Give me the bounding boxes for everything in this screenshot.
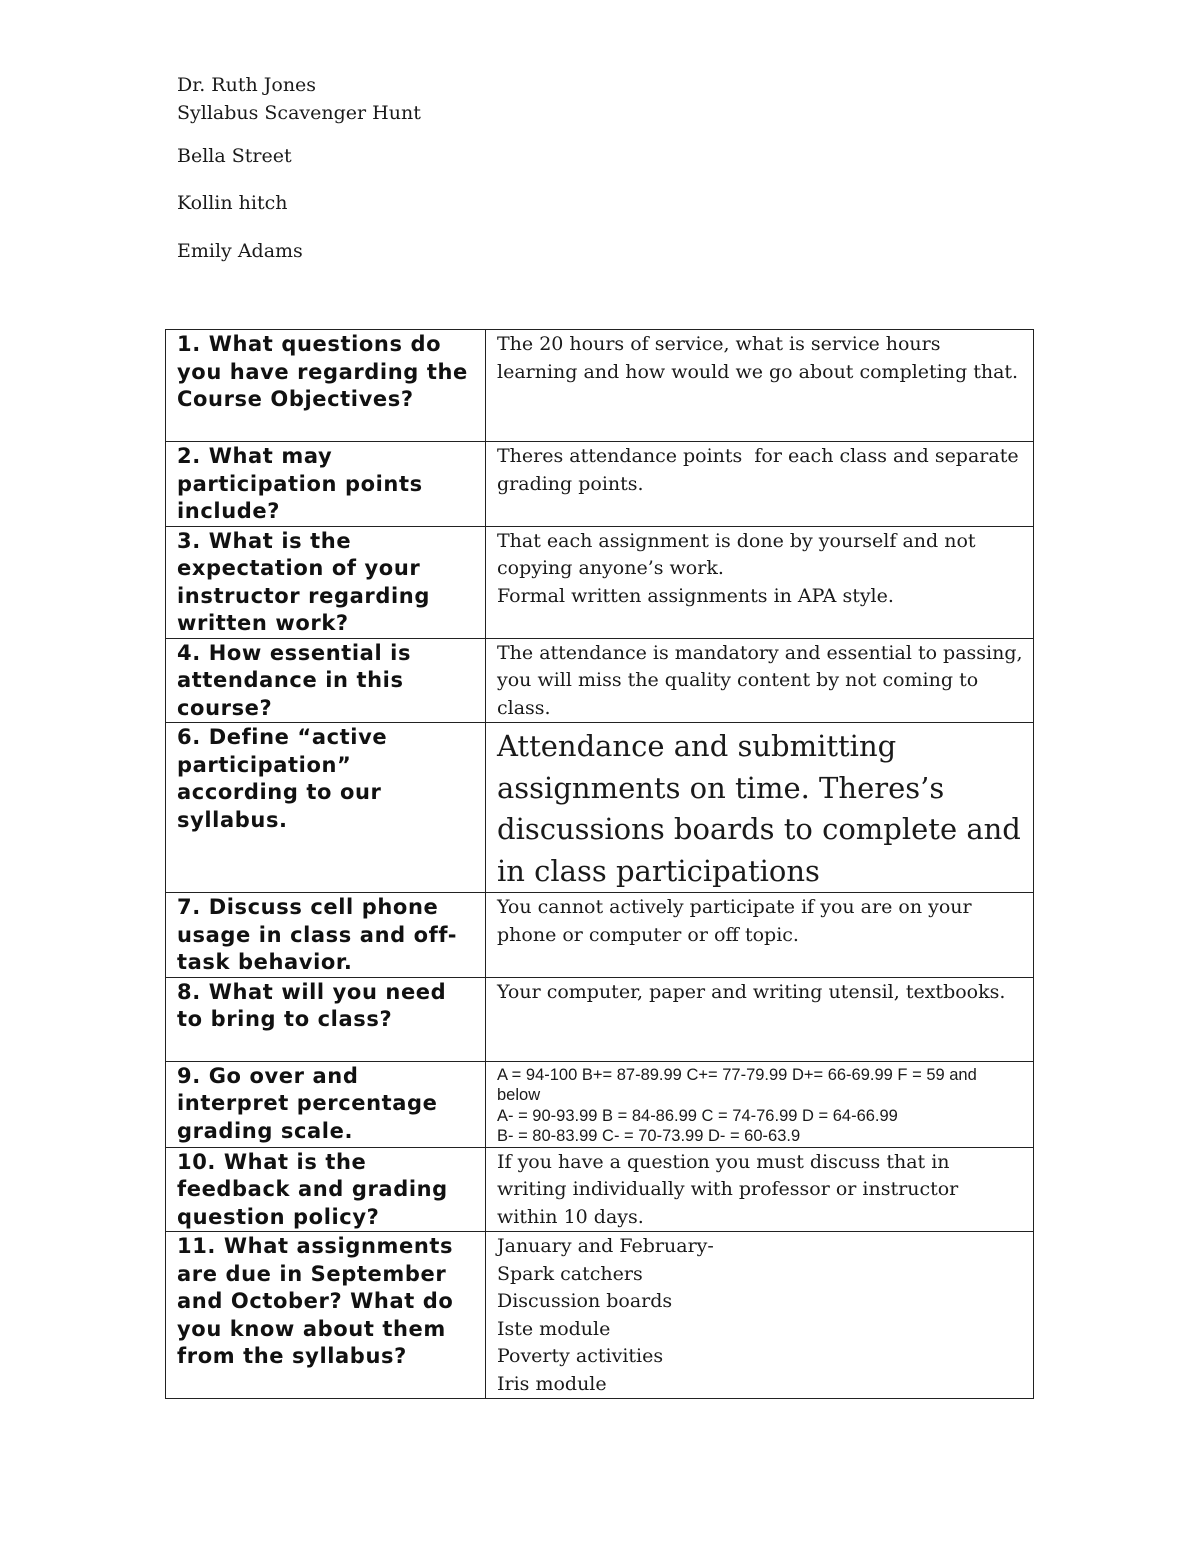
question-cell: 8. What will you need to bring to class? xyxy=(166,977,486,1061)
answer-text: Your computer, paper and writing utensil, textbooks. xyxy=(497,980,1006,1003)
group-member: Kollin hitch xyxy=(177,192,288,214)
table-row xyxy=(166,893,1034,978)
table-row xyxy=(166,1061,1034,1147)
answer-cell xyxy=(486,1061,1034,1147)
grading-scale-line: A = 94-100 B+= 87-89.99 C+= 77-79.99 D+= 66-69.99 F = 59 and below xyxy=(497,1065,982,1104)
question-cell: 3. What is the expectation of your instructor regarding written work? xyxy=(166,526,486,638)
instructor-name: Dr. Ruth Jones xyxy=(177,74,317,96)
answer-cell xyxy=(486,893,1034,978)
table-row xyxy=(166,1147,1034,1232)
table-row xyxy=(166,977,1034,1061)
answer-text: Iste module xyxy=(497,1317,611,1340)
answer-cell xyxy=(486,1232,1034,1399)
answer-cell xyxy=(486,526,1034,638)
question-cell: 11. What assignments are due in September and October? What do you know about them from the syllabus? xyxy=(166,1232,486,1399)
grading-scale-line: A- = 90-93.99 B = 84-86.99 C = 74-76.99 D = 64-66.99 xyxy=(497,1106,898,1125)
question-cell: 1. What questions do you have regarding the Course Objectives? xyxy=(166,330,486,442)
question-cell: 6. Define “active participation” according to our syllabus. xyxy=(166,723,486,893)
answer-text: Spark catchers xyxy=(497,1262,643,1285)
grading-scale-line: B- = 80-83.99 C- = 70-73.99 D- = 60-63.9 xyxy=(497,1127,801,1145)
answer-text: Attendance and submitting assignments on time. Theres’s discussions boards to complete and in class participations xyxy=(497,729,1031,888)
table-row xyxy=(166,723,1034,893)
question-cell: 7. Discuss cell phone usage in class and off-task behavior. xyxy=(166,893,486,978)
answer-text: January and February- xyxy=(497,1235,714,1257)
table-row xyxy=(166,442,1034,527)
question-cell: 10. What is the feedback and grading question policy? xyxy=(166,1147,486,1232)
answer-text: If you have a question you must discuss that in writing individually with professor or instructor within 10 days. xyxy=(497,1150,965,1228)
table-row xyxy=(166,526,1034,638)
answer-text: Iris module xyxy=(497,1372,607,1395)
group-member: Bella Street xyxy=(177,145,292,167)
answer-text: Theres attendance points for each class and separate grading points. xyxy=(497,445,1025,495)
answer-text: Poverty activities xyxy=(497,1345,664,1367)
assignment-title: Syllabus Scavenger Hunt xyxy=(177,102,421,124)
table-row xyxy=(166,638,1034,723)
answer-text: Discussion boards xyxy=(497,1290,673,1312)
answer-cell xyxy=(486,977,1034,1061)
question-cell: 4. How essential is attendance in this course? xyxy=(166,638,486,723)
answer-text: The attendance is mandatory and essential to passing, you will miss the quality content by not coming to class. xyxy=(497,641,1029,719)
answer-cell xyxy=(486,330,1034,442)
answer-text: The 20 hours of service, what is service hours learning and how would we go about completing that. xyxy=(497,333,1019,383)
answer-cell xyxy=(486,723,1034,893)
answer-text: You cannot actively participate if you are on your phone or computer or off topic. xyxy=(497,896,978,946)
table-row xyxy=(166,330,1034,442)
group-member: Emily Adams xyxy=(177,240,303,262)
question-cell: 2. What may participation points include? xyxy=(166,442,486,527)
scavenger-hunt-table xyxy=(165,329,1034,1399)
answer-cell xyxy=(486,442,1034,527)
question-cell: 9. Go over and interpret percentage grading scale. xyxy=(166,1061,486,1147)
answer-cell xyxy=(486,638,1034,723)
table-row xyxy=(166,1232,1034,1399)
answer-text: That each assignment is done by yourself and not copying anyone’s work. xyxy=(497,529,982,579)
answer-cell xyxy=(486,1147,1034,1232)
answer-text: Formal written assignments in APA style. xyxy=(497,584,894,607)
